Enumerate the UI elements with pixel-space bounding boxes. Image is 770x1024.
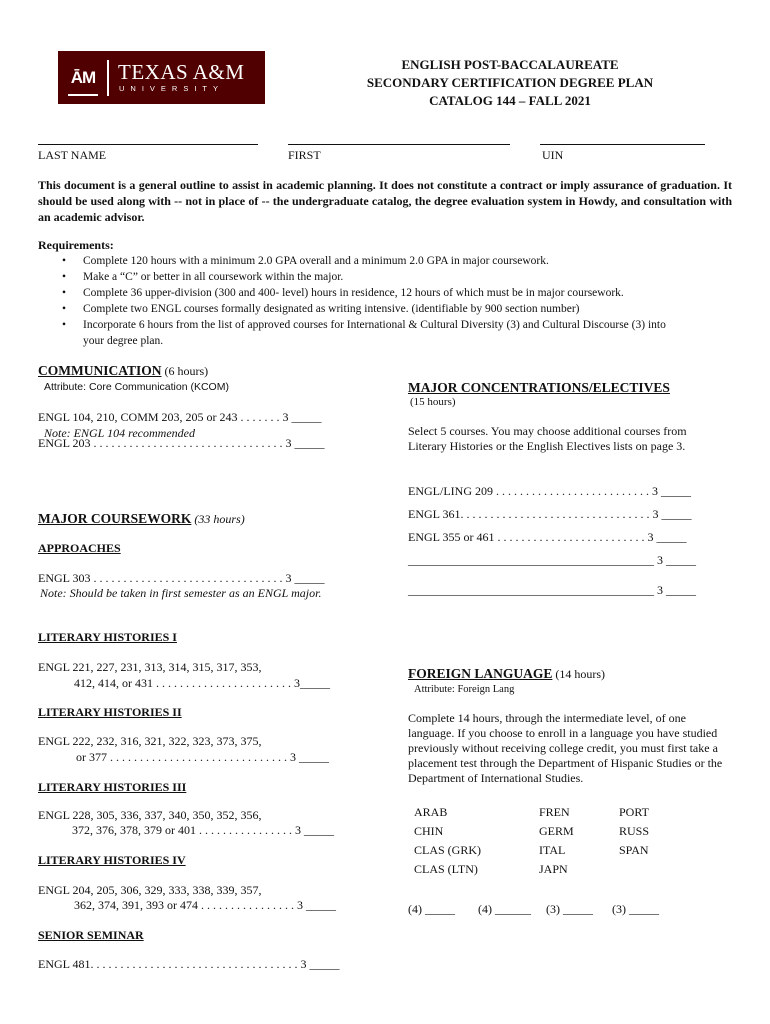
- last-name-label: LAST NAME: [38, 148, 107, 162]
- logo-divider: [107, 60, 109, 96]
- senior-seminar-line: ENGL 481. . . . . . . . . . . . . . . . . . . . . . . . . . . . . . . . . . . 3 _____: [38, 957, 340, 971]
- lit4-line-1: ENGL 204, 205, 306, 329, 333, 338, 339, 357,: [38, 883, 262, 897]
- concentrations-hours: (15 hours): [410, 396, 456, 408]
- uin-label: UIN: [542, 148, 564, 162]
- major-heading-row: [38, 511, 245, 527]
- approaches-heading: APPROACHES: [38, 541, 121, 555]
- language-hours-blank: (3) _____: [546, 902, 593, 916]
- major-hours: (33 hours): [194, 512, 245, 526]
- title-line-1: ENGLISH POST-BACCALAUREATE: [401, 57, 619, 72]
- last-name-field[interactable]: [38, 144, 258, 145]
- language-option: GERM: [539, 824, 574, 838]
- requirement-item: • Make a “C” or better in all coursework within the major.: [38, 269, 738, 285]
- concentration-line: ENGL 361. . . . . . . . . . . . . . . . . . . . . . . . . . . . . . . . 3 _____: [408, 507, 692, 521]
- language-hours-blank: (3) _____: [612, 902, 659, 916]
- foreign-heading: FOREIGN LANGUAGE: [408, 666, 553, 681]
- lit4-line-2: 362, 374, 391, 393 or 474 . . . . . . . . . . . . . . . . 3 _____: [74, 898, 336, 912]
- concentration-line: _________________________________________ 3 _____: [408, 583, 696, 597]
- first-name-label: FIRST: [288, 148, 321, 162]
- language-option: FREN: [539, 805, 570, 819]
- communication-line-1: ENGL 104, 210, COMM 203, 205 or 243 . . . . . . . 3 _____: [38, 410, 322, 424]
- requirements-title: Requirements:: [38, 238, 114, 252]
- lit2-line-2: or 377 . . . . . . . . . . . . . . . . . . . . . . . . . . . . . . 3 _____: [76, 750, 329, 764]
- requirement-item: • Incorporate 6 hours from the list of approved courses for International & Cultural Diversity (3) and Cultural Discourse (3) into: [38, 317, 738, 333]
- language-option: CLAS (LTN): [414, 862, 478, 876]
- lit4-heading: LITERARY HISTORIES IV: [38, 853, 186, 867]
- foreign-description: Complete 14 hours, through the intermediate level, of one language. If you choose to enroll in a language you have studied previously without receiving college credit, you must first take a placement test through the Department of Hispanic Studies or the Department of International Studies.: [408, 711, 723, 785]
- approaches-line: ENGL 303 . . . . . . . . . . . . . . . . . . . . . . . . . . . . . . . . 3 _____: [38, 571, 325, 585]
- lit3-heading: LITERARY HISTORIES III: [38, 780, 187, 794]
- language-hours-blank: (4) _____: [408, 902, 455, 916]
- lit3-line-2: 372, 376, 378, 379 or 401 . . . . . . . . . . . . . . . . 3 _____: [72, 823, 334, 837]
- communication-heading-row: [38, 363, 208, 379]
- title-line-2: SECONDARY CERTIFICATION DEGREE PLAN: [366, 75, 654, 90]
- concentrations-description: Select 5 courses. You may choose additional courses from Literary Histories or the English Electives lists on page 3.: [408, 424, 687, 453]
- language-hours-blank: (4) ______: [478, 902, 531, 916]
- logo-name: TEXAS A&M: [118, 60, 245, 84]
- lit1-line-2: 412, 414, or 431 . . . . . . . . . . . . . . . . . . . . . . . 3_____: [74, 676, 330, 690]
- atm-mark: ĀM: [68, 62, 98, 96]
- language-option: JAPN: [539, 862, 568, 876]
- lit1-heading: LITERARY HISTORIES I: [38, 630, 177, 644]
- communication-heading: COMMUNICATION: [38, 363, 162, 378]
- major-heading: MAJOR COURSEWORK: [38, 511, 192, 526]
- senior-seminar-heading: SENIOR SEMINAR: [38, 928, 144, 942]
- concentrations-heading: MAJOR CONCENTRATIONS/ELECTIVES: [408, 380, 670, 395]
- approaches-note: Note: Should be taken in first semester as an ENGL major.: [40, 586, 322, 600]
- lit2-line-1: ENGL 222, 232, 316, 321, 322, 323, 373, 375,: [38, 734, 262, 748]
- requirement-item: • Complete 120 hours with a minimum 2.0 GPA overall and a minimum 2.0 GPA in major coursework.: [38, 253, 738, 269]
- concentration-line: ENGL 355 or 461 . . . . . . . . . . . . . . . . . . . . . . . . . 3 _____: [408, 530, 687, 544]
- foreign-heading-row: [408, 666, 605, 682]
- uin-field[interactable]: [540, 144, 705, 145]
- requirements-list: [38, 253, 738, 349]
- language-option: ITAL: [539, 843, 566, 857]
- lit3-line-1: ENGL 228, 305, 336, 337, 340, 350, 352, 356,: [38, 808, 262, 822]
- communication-line-2: ENGL 203 . . . . . . . . . . . . . . . . . . . . . . . . . . . . . . . . 3 _____: [38, 436, 325, 450]
- requirement-item-cont: your degree plan.: [83, 335, 164, 347]
- disclaimer: This document is a general outline to assist in academic planning. It does not constitute a contract or imply assurance of graduation. It should be used along with -- not in place of -- the undergraduate catalog, the degree evaluation system in Howdy, and consultation with an academic advisor.: [38, 178, 732, 224]
- language-option: PORT: [619, 805, 649, 819]
- concentration-line: _________________________________________ 3 _____: [408, 553, 696, 567]
- title-line-3: CATALOG 144 – FALL 2021: [429, 93, 591, 108]
- requirement-item: • Complete two ENGL courses formally designated as writing intensive. (identifiable by 900 section number): [38, 301, 738, 317]
- language-option: ARAB: [414, 805, 448, 819]
- tamu-logo: [58, 51, 265, 104]
- logo-subtitle: UNIVERSITY: [119, 84, 225, 93]
- foreign-hours: (14 hours): [555, 667, 606, 681]
- requirement-item: • Complete 36 upper-division (300 and 400- level) hours in residence, 12 hours of which must be in major coursework.: [38, 285, 738, 301]
- lit2-heading: LITERARY HISTORIES II: [38, 705, 182, 719]
- communication-note: Note: ENGL 104 recommended: [44, 426, 195, 440]
- foreign-attribute: Attribute: Foreign Lang: [414, 684, 515, 695]
- language-option: CLAS (GRK): [414, 843, 482, 857]
- page-title: [330, 56, 690, 110]
- concentration-line: ENGL/LING 209 . . . . . . . . . . . . . . . . . . . . . . . . . . 3 _____: [408, 484, 691, 498]
- language-option: SPAN: [619, 843, 649, 857]
- language-option: RUSS: [619, 824, 650, 838]
- language-option: CHIN: [414, 824, 444, 838]
- communication-hours: (6 hours): [164, 364, 209, 378]
- lit1-line-1: ENGL 221, 227, 231, 313, 314, 315, 317, 353,: [38, 660, 262, 674]
- first-name-field[interactable]: [288, 144, 510, 145]
- communication-attribute: Attribute: Core Communication (KCOM): [44, 381, 229, 393]
